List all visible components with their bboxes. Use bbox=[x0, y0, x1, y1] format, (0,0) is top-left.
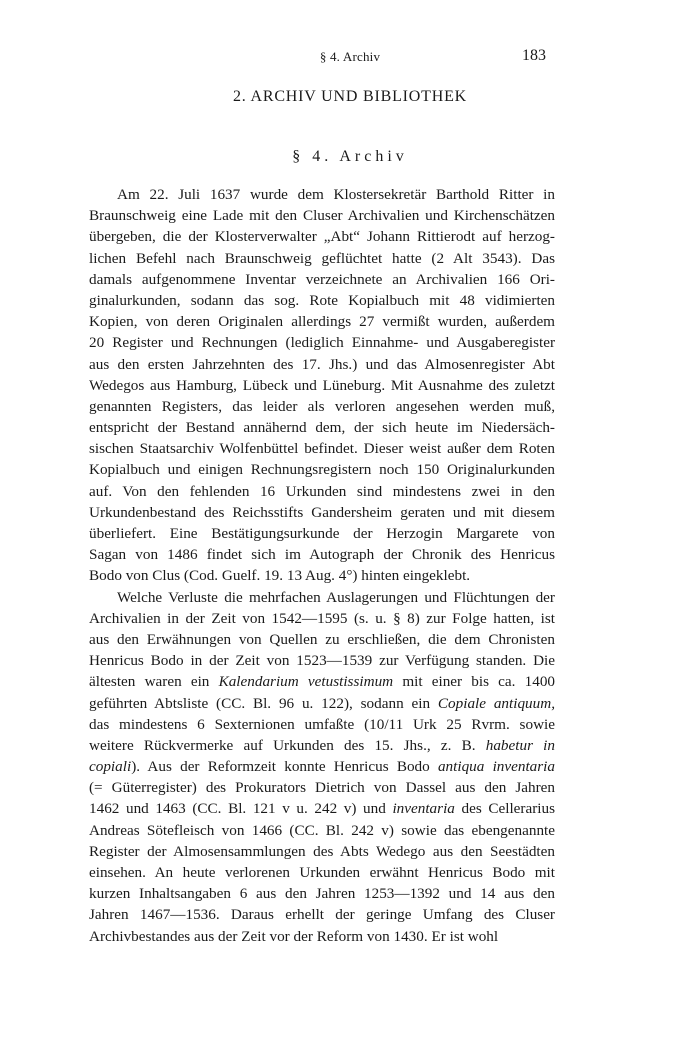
text-segment: ). Aus der Reformzeit konnte Henricus Bodo bbox=[131, 758, 438, 776]
text-line: lichen Befehl nach Braunschweig geflüchtet hatte (2 Alt 3543). Das bbox=[89, 249, 555, 267]
text-segment: mit einer bis ca. 1400 bbox=[393, 673, 556, 691]
text-line bbox=[89, 841, 555, 862]
italic-text: habetur in bbox=[485, 736, 555, 754]
text-line bbox=[89, 756, 555, 777]
text-segment: Archivbestandes aus der Zeit vor der Reform von 1430. Er ist wohl bbox=[89, 927, 499, 945]
text-line bbox=[89, 820, 555, 841]
italic-text: inventaria bbox=[392, 800, 455, 818]
paragraph-2 bbox=[89, 587, 555, 947]
text-line: Wedegos aus Hamburg, Lübeck und Lüneburg. Mit Ausnahme des zuletzt bbox=[89, 376, 555, 394]
text-line: Am 22. Juli 1637 wurde dem Klostersekretär Barthold Ritter in bbox=[117, 186, 555, 203]
text-segment: kurzen Inhaltsangaben 6 aus den Jahren 1253—1392 und 14 aus den bbox=[89, 885, 555, 903]
page-number: 183 bbox=[522, 47, 546, 64]
paragraph-1 bbox=[89, 184, 555, 587]
text-line bbox=[89, 904, 555, 925]
text-segment: weitere Rückvermerke auf Urkunden des 15. Jhs., z. B. bbox=[89, 736, 486, 754]
italic-text: Copiale antiquum, bbox=[437, 694, 556, 712]
text-line bbox=[89, 671, 555, 692]
body-text bbox=[89, 184, 555, 947]
text-line: auf. Von den fehlenden 16 Urkunden sind mindestens zwei in den bbox=[89, 482, 555, 500]
text-line: aus den ersten Jahrzehnten des 17. Jhs.) und das Almosenregister Abt bbox=[89, 355, 555, 373]
text-line: sischen Staatsarchiv Wolfenbüttel befindet. Dieser weist außer dem Roten bbox=[89, 440, 555, 458]
text-segment: 1462 und 1463 (CC. Bl. 121 v u. 242 v) und bbox=[89, 800, 393, 818]
italic-text: Kalendarium vetustissimum bbox=[218, 673, 394, 691]
text-segment: das mindestens 6 Sexternionen umfaßte (10/11 Urk 25 Rvrm. sowie bbox=[89, 715, 555, 733]
text-segment: Welche Verluste die mehrfachen Auslagerungen und Flüchtungen der bbox=[117, 588, 555, 606]
text-line bbox=[89, 798, 555, 819]
text-segment: (= Güterregister) des Prokurators Dietrich von Dassel aus den Jahren bbox=[89, 779, 555, 797]
text-segment: Register der Almosensammlungen des Abts Wedego aus den Seestädten bbox=[89, 842, 555, 860]
text-line bbox=[89, 693, 555, 714]
chapter-heading: 2. ARCHIV UND BIBLIOTHEK bbox=[232, 88, 467, 105]
section-heading: § 4. Archiv bbox=[292, 148, 408, 165]
text-line: überliefert. Eine Bestätigungsurkunde der Herzogin Margarete von bbox=[89, 525, 555, 542]
text-line: Kopien, von deren Originalen allerdings 27 vermißt wurden, außerdem bbox=[89, 313, 555, 331]
text-segment: Henricus Bodo in der Zeit von 1523—1539 zur Verfügung standen. Die bbox=[89, 652, 555, 670]
running-title: § 4. Archiv bbox=[319, 49, 381, 64]
text-line: ginalurkunden, sodann das sog. Rote Kopialbuch mit 48 vidimierten bbox=[89, 291, 555, 309]
running-head bbox=[0, 47, 700, 69]
text-segment: einsehen. An heute verlorenen Urkunden erwähnt Henricus Bodo mit bbox=[89, 864, 555, 881]
text-line: damals aufgenommene Inventar verzeichnete an Archivalien 166 Ori- bbox=[89, 270, 555, 288]
text-segment: Andreas Sötefleisch von 1466 (CC. Bl. 242 v) sowie das ebengenannte bbox=[89, 821, 555, 839]
text-segment: Jahren 1467—1536. Daraus erhellt der geringe Umfang des Cluser bbox=[89, 906, 555, 924]
text-line bbox=[89, 862, 555, 883]
text-segment: aus den Erwähnungen von Quellen zu erschließen, die dem Chronisten bbox=[89, 630, 555, 648]
text-line bbox=[89, 650, 555, 671]
text-segment: Archivalien in der Zeit von 1542—1595 (s. u. § 8) zur Folge hatten, ist bbox=[89, 609, 555, 627]
italic-text: copiali bbox=[89, 758, 132, 776]
text-line: Bodo von Clus (Cod. Guelf. 19. 13 Aug. 4°) hinten eingeklebt. bbox=[89, 567, 471, 585]
text-line bbox=[89, 777, 555, 798]
text-line: Urkundenbestand des Reichsstifts Gandersheim geraten und mit diesem bbox=[89, 503, 555, 521]
text-line: übergeben, die der Klosterverwalter „Abt“ Johann Rittierodt auf herzog- bbox=[89, 228, 555, 246]
text-line bbox=[89, 714, 555, 735]
text-line: Braunschweig eine Lade mit den Cluser Archivalien und Kirchenschätzen bbox=[89, 207, 555, 225]
text-line: 20 Register und Rechnungen (lediglich Einnahme- und Ausgaberegister bbox=[89, 334, 555, 352]
text-line bbox=[89, 926, 555, 947]
text-line bbox=[89, 883, 555, 904]
text-line: entspricht der Bestand annähernd dem, der sich heute im Niedersäch- bbox=[89, 419, 555, 437]
text-line: Kopialbuch und einigen Rechnungsregistern noch 150 Originalurkunden bbox=[89, 461, 555, 479]
italic-text: antiqua inventaria bbox=[437, 758, 555, 776]
text-line: Sagan von 1486 findet sich im Autograph der Chronik des Henricus bbox=[89, 546, 555, 564]
text-line: genannten Registers, das leider als verloren angesehen werden muß, bbox=[89, 397, 555, 415]
text-segment: geführten Abtsliste (CC. Bl. 96 u. 122), sodann ein bbox=[89, 694, 438, 712]
text-line bbox=[89, 587, 555, 608]
text-segment: des Cellerarius bbox=[454, 800, 555, 818]
text-line bbox=[89, 608, 555, 629]
text-segment: ältesten waren ein bbox=[89, 673, 219, 691]
text-line bbox=[89, 629, 555, 650]
text-line bbox=[89, 735, 555, 756]
